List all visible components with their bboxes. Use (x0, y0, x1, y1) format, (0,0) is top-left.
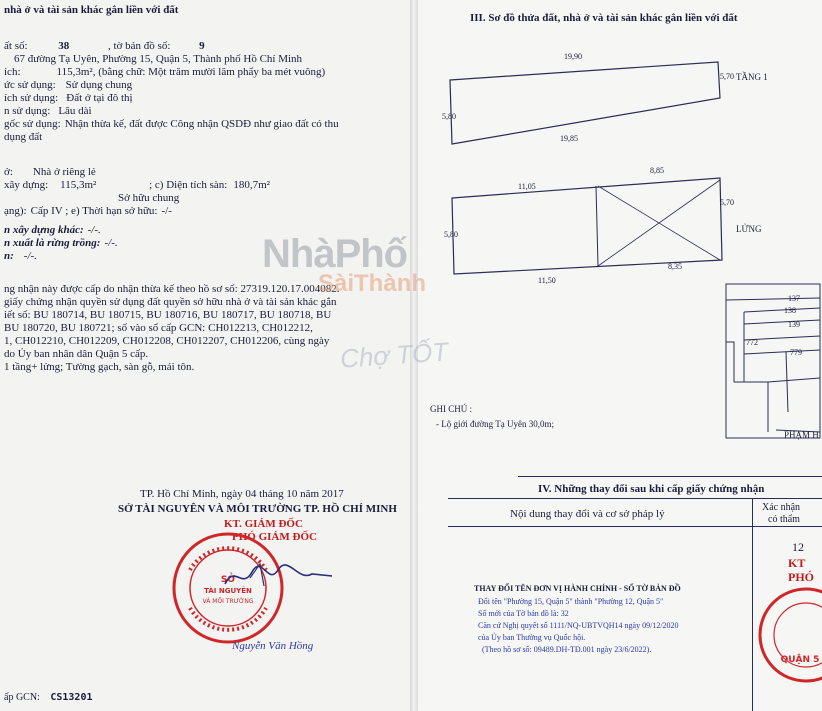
change-line-5: (Theo hồ sơ số: 09489.DH-TĐ.001 ngày 23/6/2022). (482, 645, 652, 654)
note-line-6: do Ủy ban nhân dân Quận 5 cấp. (4, 348, 149, 360)
table-top-border (518, 476, 822, 477)
certificate-right-page (418, 0, 822, 711)
perennial-line: n: -/-. (4, 250, 37, 262)
f2-right-dim: 5,70 (720, 198, 734, 207)
f2-bottom-right-dim: 8,35 (668, 262, 682, 271)
watermark-chotot: Chợ TỐT (339, 336, 450, 374)
change-line-1: Đổi tên "Phường 15, Quận 5" thành "Phường 12, Quận 5" (478, 597, 664, 606)
confirm-kt: KT (788, 556, 806, 570)
change-line-3: Căn cứ Nghị quyết số 1111/NQ-UBTVQH14 ngày 09/12/2020 (478, 621, 679, 630)
table-header-bottom (448, 526, 822, 527)
street-label: PHẠM H (784, 430, 819, 440)
issuing-agency: SỞ TÀI NGUYÊN VÀ MÔI TRƯỜNG TP. HỒ CHÍ MINH (118, 503, 397, 515)
issue-date: TP. Hồ Chí Minh, ngày 04 tháng 10 năm 2017 (140, 488, 344, 500)
watermark-sub: SàiThành (318, 270, 427, 297)
floor1-label: TẦNG 1 (736, 72, 768, 82)
gcn-number: ấp GCN: CS13201 (4, 692, 93, 703)
floor1-diagram (438, 40, 728, 150)
forest-line: n xuất là rừng trồng: -/-. (4, 237, 118, 249)
floor2-diagram (438, 170, 728, 280)
watermark-brand: NhàPhố (262, 232, 408, 276)
col2-header-2: có thẩm (768, 514, 800, 525)
stamp-text-1: SỞ (220, 575, 236, 585)
f2-top-right-dim: 8,85 (650, 166, 664, 175)
note-line-5: 1, CH012210, CH012209, CH012208, CH012207, CH012206, cùng ngày (4, 335, 330, 347)
ghichu-text: - Lộ giới đường Tạ Uyên 30,0m; (436, 419, 554, 429)
change-title: THAY ĐỔI TÊN ĐƠN VỊ HÀNH CHÍNH - SỐ TỜ BẢN ĐỒ (474, 584, 681, 593)
note-line-4: BU 180720, BU 180721; số vào sổ cấp GCN: CH012213, CH012212, (4, 322, 313, 334)
note-line-7: 1 tầng+ lửng; Tường gạch, sàn gỗ, mái tôn. (4, 361, 195, 373)
f1-bottom-dim: 19,85 (560, 134, 578, 143)
district-stamp (756, 580, 822, 690)
table-header-border (448, 498, 822, 499)
f2-bottom-left-dim: 11,50 (538, 276, 556, 285)
address-line: 67 đường Tạ Uyên, Phường 15, Quận 5, Thành phố Hồ Chí Minh (14, 53, 303, 65)
map-plot-772: 772 (746, 338, 758, 347)
signature-scribble (220, 556, 340, 596)
stamp-text-2: TÀI NGUYÊN (204, 587, 252, 595)
col2-header: Xác nhận (762, 502, 801, 513)
ownership-form-line: Sở hữu chung (118, 192, 180, 204)
confirm-pho: PHÓ (788, 570, 814, 584)
note-line-2: giấy chứng nhận quyền sử dụng đất quyền sở hữu nhà ở và tài sản khác gắn (4, 296, 337, 308)
origin-line-cont: dụng đất (4, 131, 43, 143)
floor2-label: LỬNG (736, 224, 762, 234)
table-column-divider (752, 498, 753, 711)
stamp-text-3: VÀ MÔI TRƯỜNG (202, 598, 254, 605)
f2-top-left-dim: 11,05 (518, 182, 536, 191)
grade-line: ạng): Cấp IV ; e) Thời hạn sở hữu: -/- (4, 205, 172, 217)
left-header: nhà ở và tài sản khác gắn liền với đất (4, 4, 179, 16)
map-plot-779: 779 (790, 348, 802, 357)
construction-area-line: xây dựng: 115,3m² ; c) Diện tích sàn: 180,7m² (4, 179, 270, 191)
map-plot-138: 138 (784, 306, 796, 315)
f2-left-dim: 5,80 (444, 230, 458, 239)
stamp2-text: QUẬN 5 (780, 655, 820, 665)
section4-title: IV. Những thay đổi sau khi cấp giấy chứng nhận (538, 483, 765, 495)
usage-form-line: ức sử dụng: Sử dụng chung (4, 79, 133, 91)
confirm-date: 12 (792, 540, 804, 554)
note-line-3: iết số: BU 180714, BU 180715, BU 180716, BU 180717, BU 180718, BU (4, 309, 332, 321)
f1-left-dim: 5,80 (442, 112, 456, 121)
area-line: ích: 115,3m², (bằng chữ: Một trăm mười lăm phẩy ba mét vuông) (4, 66, 326, 78)
house-type-line: ở: Nhà ở riêng lẻ (4, 166, 96, 178)
usage-purpose-line: ích sử dụng: Đất ở tại đô thị (4, 92, 133, 104)
plot-line: ất số: 38 , tờ bản đồ số: 9 (4, 40, 205, 52)
f1-right-dim: 5,70 (720, 72, 734, 81)
note-line-1: ng nhận này được cấp do nhận thừa kế theo hồ sơ số: 27319.120.17.004082. (4, 283, 340, 295)
signer-name: Nguyễn Văn Hồng (232, 640, 314, 652)
map-plot-139: 139 (788, 320, 800, 329)
change-line-4: của Ủy ban Thường vụ Quốc hội. (478, 633, 586, 642)
col1-header: Nội dung thay đổi và cơ sở pháp lý (510, 508, 665, 520)
origin-line: gốc sử dụng: Nhận thừa kế, đất được Công nhận QSDĐ như giao đất có thu (4, 118, 339, 130)
kt-director: KT. GIÁM ĐỐC (224, 518, 303, 530)
ghichu-label: GHI CHÚ : (430, 404, 472, 414)
map-plot-137: 137 (788, 294, 800, 303)
location-map (724, 282, 822, 442)
f1-top-dim: 19,90 (564, 52, 582, 61)
deputy-director: PHÓ GIÁM ĐỐC (232, 531, 317, 543)
change-line-2: Số mới của Tờ bản đồ là: 32 (478, 609, 569, 618)
section3-title: III. Sơ đồ thửa đất, nhà ở và tài sản khác gắn liền với đất (470, 12, 738, 24)
other-construction-line: n xây dựng khác: -/-. (4, 224, 101, 236)
usage-term-line: n sử dụng: Lâu dài (4, 105, 92, 117)
